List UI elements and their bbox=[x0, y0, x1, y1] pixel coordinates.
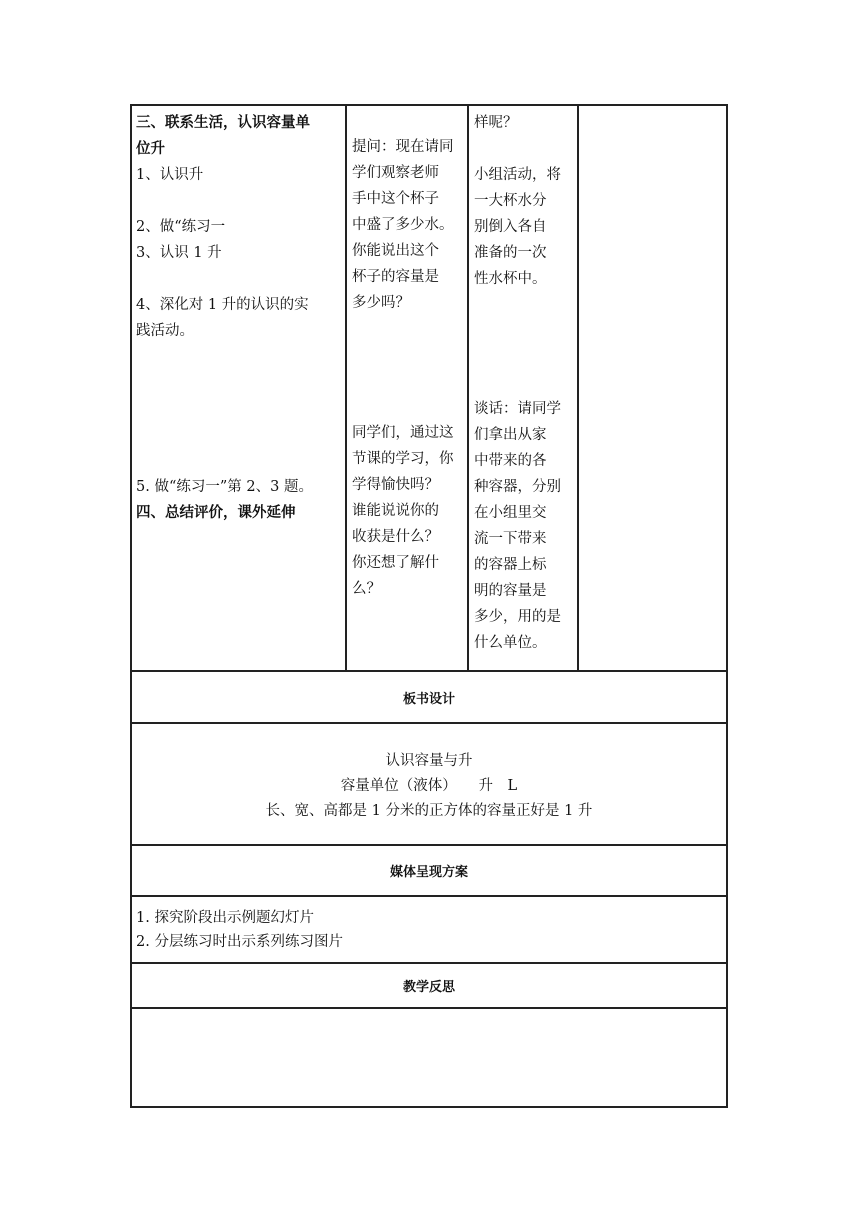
student-activity-cell bbox=[474, 110, 574, 656]
text-line: 性水杯中。 bbox=[474, 271, 547, 287]
blank-line bbox=[352, 394, 468, 420]
blank-line bbox=[474, 136, 574, 162]
blank-line bbox=[136, 422, 346, 448]
reflection-title: 教学反思 bbox=[402, 980, 455, 995]
row-divider bbox=[132, 722, 726, 724]
text-line: 提问：现在请同 bbox=[352, 139, 454, 155]
text-line: 杯子的容量是 bbox=[352, 269, 439, 285]
row-divider bbox=[132, 670, 726, 672]
blank-line bbox=[474, 318, 574, 344]
text-line: 收获是什么？ bbox=[352, 529, 439, 545]
text-line: 什么单位。 bbox=[474, 635, 547, 651]
blank-line bbox=[136, 448, 346, 474]
text-line: 学得愉快吗？ bbox=[352, 477, 439, 493]
text-line: 学们观察老师 bbox=[352, 165, 439, 181]
text-line: 你能说出这个 bbox=[352, 243, 439, 259]
text-line: 谁能说说你的 bbox=[352, 503, 439, 519]
blank-line bbox=[474, 370, 574, 396]
board-design-line-3: 长、宽、高都是 1 分米的正方体的容量正好是 1 升 bbox=[265, 803, 593, 819]
text-line: 多少，用的是 bbox=[474, 609, 561, 625]
section-heading: 四、总结评价，课外延伸 bbox=[136, 505, 296, 521]
text-line: 谈话：请同学 bbox=[474, 401, 561, 417]
media-plan-item: 2. 分层练习时出示系列练习图片 bbox=[136, 934, 343, 950]
blank-line bbox=[136, 266, 346, 292]
blank-line bbox=[352, 342, 468, 368]
row-divider bbox=[132, 962, 726, 964]
text-line: 在小组里交 bbox=[474, 505, 547, 521]
blank-line bbox=[474, 344, 574, 370]
text-line: 明的容量是 bbox=[474, 583, 547, 599]
text-line: 5. 做“练习一”第 2、3 题。 bbox=[136, 479, 313, 495]
blank-line bbox=[136, 344, 346, 370]
text-line: 小组活动，将 bbox=[474, 167, 561, 183]
blank-line bbox=[474, 292, 574, 318]
row-divider bbox=[132, 895, 726, 897]
text-line: 节课的学习，你 bbox=[352, 451, 454, 467]
text-line: 一大杯水分 bbox=[474, 193, 547, 209]
text-line: 么？ bbox=[352, 581, 381, 597]
section-heading: 三、联系生活，认识容量单 bbox=[136, 115, 310, 131]
teacher-activity-cell bbox=[352, 134, 468, 602]
text-line: 践活动。 bbox=[136, 323, 194, 339]
blank-line bbox=[136, 370, 346, 396]
text-line: 同学们，通过这 bbox=[352, 425, 454, 441]
blank-line bbox=[136, 396, 346, 422]
column-divider bbox=[577, 106, 579, 670]
text-line: 准备的一次 bbox=[474, 245, 547, 261]
text-line: 们拿出从家 bbox=[474, 427, 547, 443]
row-divider bbox=[132, 844, 726, 846]
board-design-title: 板书设计 bbox=[402, 692, 455, 707]
blank-line bbox=[352, 368, 468, 394]
blank-line bbox=[136, 188, 346, 214]
activity-steps-cell bbox=[136, 110, 346, 526]
text-line: 的容器上标 bbox=[474, 557, 547, 573]
row-divider bbox=[132, 1007, 726, 1009]
text-line: 流一下带来 bbox=[474, 531, 547, 547]
board-design-line-2: 容量单位（液体） 升 L bbox=[340, 778, 518, 794]
blank-line bbox=[352, 316, 468, 342]
text-line: 中盛了多少水。 bbox=[352, 217, 454, 233]
lesson-plan-table bbox=[130, 104, 728, 1108]
text-line: 种容器，分别 bbox=[474, 479, 561, 495]
text-line: 手中这个杯子 bbox=[352, 191, 439, 207]
media-plan-title: 媒体呈现方案 bbox=[389, 865, 468, 880]
text-line: 你还想了解什 bbox=[352, 555, 439, 571]
text-line: 1、认识升 bbox=[136, 167, 204, 183]
text-line: 中带来的各 bbox=[474, 453, 547, 469]
text-line: 样呢？ bbox=[474, 115, 518, 131]
text-line: 4、深化对 1 升的认识的实 bbox=[136, 297, 309, 313]
text-line: 3、认识 1 升 bbox=[136, 245, 222, 261]
text-line: 多少吗？ bbox=[352, 295, 410, 311]
text-line: 别倒入各自 bbox=[474, 219, 547, 235]
section-heading: 位升 bbox=[136, 141, 165, 157]
media-plan-item: 1. 探究阶段出示例题幻灯片 bbox=[136, 910, 314, 926]
text-line: 2、做“练习一 bbox=[136, 219, 226, 235]
board-design-line-1: 认识容量与升 bbox=[385, 753, 473, 769]
